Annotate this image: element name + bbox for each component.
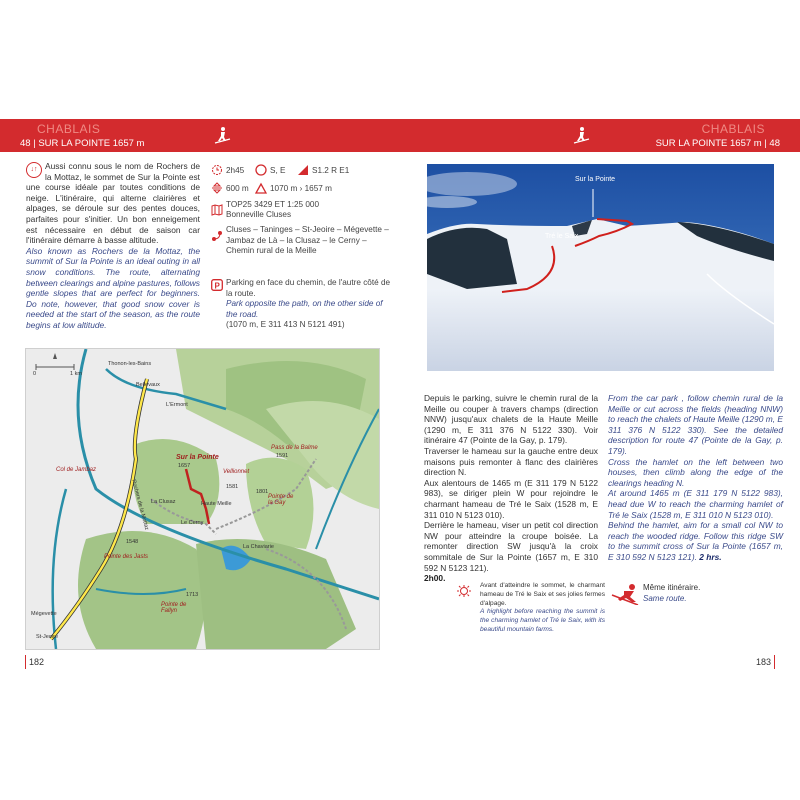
intro-text xyxy=(26,161,200,331)
svg-text:P: P xyxy=(214,281,220,291)
route-subtitle-right: SUR LA POINTE 1657 m | 48 xyxy=(655,138,780,149)
map-label-vellionnet: Vellionnet xyxy=(223,469,250,475)
map-label-pointe-jasts: Pointe des Jasts xyxy=(104,554,149,560)
map-label-pointe-fallyn: Pointe de Fallyn xyxy=(161,602,187,614)
page-number-right: 183 xyxy=(753,655,775,669)
region-title-left: CHABLAIS xyxy=(37,122,101,136)
map-label-pointe-gay: Pointe de la Gay xyxy=(268,494,294,506)
fact-difficulty: S1.2 R E1 xyxy=(297,164,349,176)
fact-altitude-range: 1070 m › 1657 m xyxy=(255,182,332,194)
map-label-la-clusaz: La Clusaz xyxy=(151,499,176,505)
description-fr: Depuis le parking, suivre le chemin rural de la Meille ou couper à travers champs (direction NNW) jusqu'aux chalets de la Haute Meille (1290 m, E 311 376 N 5122 330). Voir itinéraire 47 (Pointe de la Gay, p. 179). Traverser le hameau sur la gauche entre deux maisons puis remonter à flanc des clairières direction N. Aux alentours de 1465 m (E 311 179 N 5122 983), se diriger plein W pour rejoindre le charmant hameau de Tré le Saix (1528 m, E 311 010 N 5123 010). Derrière le hameau, viser un petit col direction NW pour atteindre la croupe boisée. La remonter direction SW jusqu'à la croix sommitale de Sur la Pointe (1657 m, E 310 592 N 5123 121). 2h00. xyxy=(424,393,598,584)
map-label-1581: 1581 xyxy=(226,484,239,490)
chapter-header-band xyxy=(0,119,800,152)
descent-text: Même itinéraire. Same route. xyxy=(643,583,701,603)
map-label-1548: 1548 xyxy=(126,539,139,545)
fact-parking: P Parking en face du chemin, de l'autre côté de la route. Park opposite the path, on the other side of the road. (1070 m, E 311 413 N 5121 491) xyxy=(211,278,394,331)
description-time-en: 2 hrs. xyxy=(699,551,722,562)
ski-touring-icon xyxy=(212,126,232,146)
map-label-thonon: Thonon-les-Bains xyxy=(108,361,152,367)
map-label-haute-meille: Haute Meille xyxy=(201,501,232,507)
route-subtitle-left: 48 | SUR LA POINTE 1657 m xyxy=(20,138,145,149)
map-label-st-jeoire: St-Jeoire xyxy=(36,634,59,640)
fact-access: Cluses – Taninges – St-Jeoire – Mégevette – Jambaz de Là – la Clusaz – le Cerny – Chemin rural de la Meille xyxy=(211,225,391,257)
map-label-lermont: L'Ermont xyxy=(166,402,188,408)
map-label-megevette: Mégevette xyxy=(31,611,57,617)
intro-fr: Aussi connu sous le nom de Rochers de la Mottaz, le sommet de Sur la Pointe est une course idéale par toutes conditions de neige. L'itinéraire, qui alterne clairières et alpages, se déroule sur des pentes douces, parfaites pour s'initier. Un bon enneigement est nécessaire en début de saison car l'itinéraire démarre à basse altitude. xyxy=(26,161,200,246)
descent-ski-icon xyxy=(610,583,642,610)
map-label-col-jambaz: Col de Jambaz xyxy=(56,467,97,473)
route-map xyxy=(25,348,380,650)
intro-badge-icon: ↓↑ xyxy=(26,162,42,178)
intro-en: Also known as Rochers de la Mottaz, the summit of Sur la Pointe is an ideal outing in all snow conditions. The route, alternating between clearings and alpine pastures, follows gentle slopes that are perfect for beginners. Do note, however, that good snow cover is needed at the start of the season, as the route begins at low altitude. xyxy=(26,245,200,330)
parking-icon xyxy=(211,279,223,291)
scale-start: 0 xyxy=(33,371,37,377)
fact-duration: 2h45 xyxy=(211,164,244,176)
elevation-icon xyxy=(211,182,223,194)
map-label-1591: 1591 xyxy=(276,453,289,459)
scale-end: 1 km xyxy=(70,371,82,377)
map-label-bellevaux: Bellevaux xyxy=(136,382,160,388)
highlight-icon xyxy=(457,584,471,602)
map-label-1801: 1801 xyxy=(256,489,269,495)
highlight-text: Avant d'atteindre le sommet, le charmant hameau de Tré le Saix et ses jolies fermes d'alpage. A highlight before reaching the summit is the charming hamlet of Tré le Saix, with its beautiful mountain farms. xyxy=(480,582,605,633)
photo-label-hamlet: Tré le Saix xyxy=(545,233,579,240)
fact-map-ref: TOP25 3429 ET 1:25 000 Bonneville Cluses xyxy=(211,200,319,220)
map-label-le-cerny: Le Cerny xyxy=(181,520,204,526)
description-time-fr: 2h00. xyxy=(424,573,446,584)
map-label-1713: 1713 xyxy=(186,592,199,598)
clock-icon xyxy=(211,164,223,176)
ski-touring-icon xyxy=(571,126,591,146)
route-icon xyxy=(211,230,223,242)
compass-icon xyxy=(255,164,267,176)
region-title-right: CHABLAIS xyxy=(701,122,765,136)
page-number-left: 182 xyxy=(25,655,47,669)
fact-elevation-gain: 600 m xyxy=(211,182,249,194)
route-photo xyxy=(427,164,774,371)
photo-label-summit: Sur la Pointe xyxy=(575,176,616,183)
description-en: From the car park , follow chemin rural de la Meille or cut across the fields (heading NNW) to reach the chalets of Haute Meille (1290 m, E 311 376 N 5122 330). See the detailed description for route 47 (Pointe de la Gay, p. 179). Cross the hamlet on the left between two houses, then climb along the edge of the clearings heading N. At around 1465 m (E 311 179 N 5122 983), head due W to reach the charming hamlet of Tré le Saix (1528 m, E 311 010 N 5123 010). Behind the hamlet, aim for a small col NW to reach the wooded ridge. Follow this ridge SW to the summit cross of Sur la Pointe (1657 m, E 310 592 N 5123 121). 2 hrs. xyxy=(608,393,783,562)
map-label-pas-balme: Pass de la Balme xyxy=(271,445,318,451)
map-label-la-chavanne: La Chaviarie xyxy=(243,544,274,550)
map-icon xyxy=(211,204,223,216)
map-label-sur-la-pointe: Sur la Pointe xyxy=(176,454,219,461)
slope-icon xyxy=(297,164,309,176)
mountain-icon xyxy=(255,182,267,194)
fact-orientation: S, E xyxy=(255,164,285,176)
map-label-rochers: Rochers de la Mottaz xyxy=(130,479,150,531)
map-label-sur-la-pointe-alt: 1657 xyxy=(178,463,191,469)
